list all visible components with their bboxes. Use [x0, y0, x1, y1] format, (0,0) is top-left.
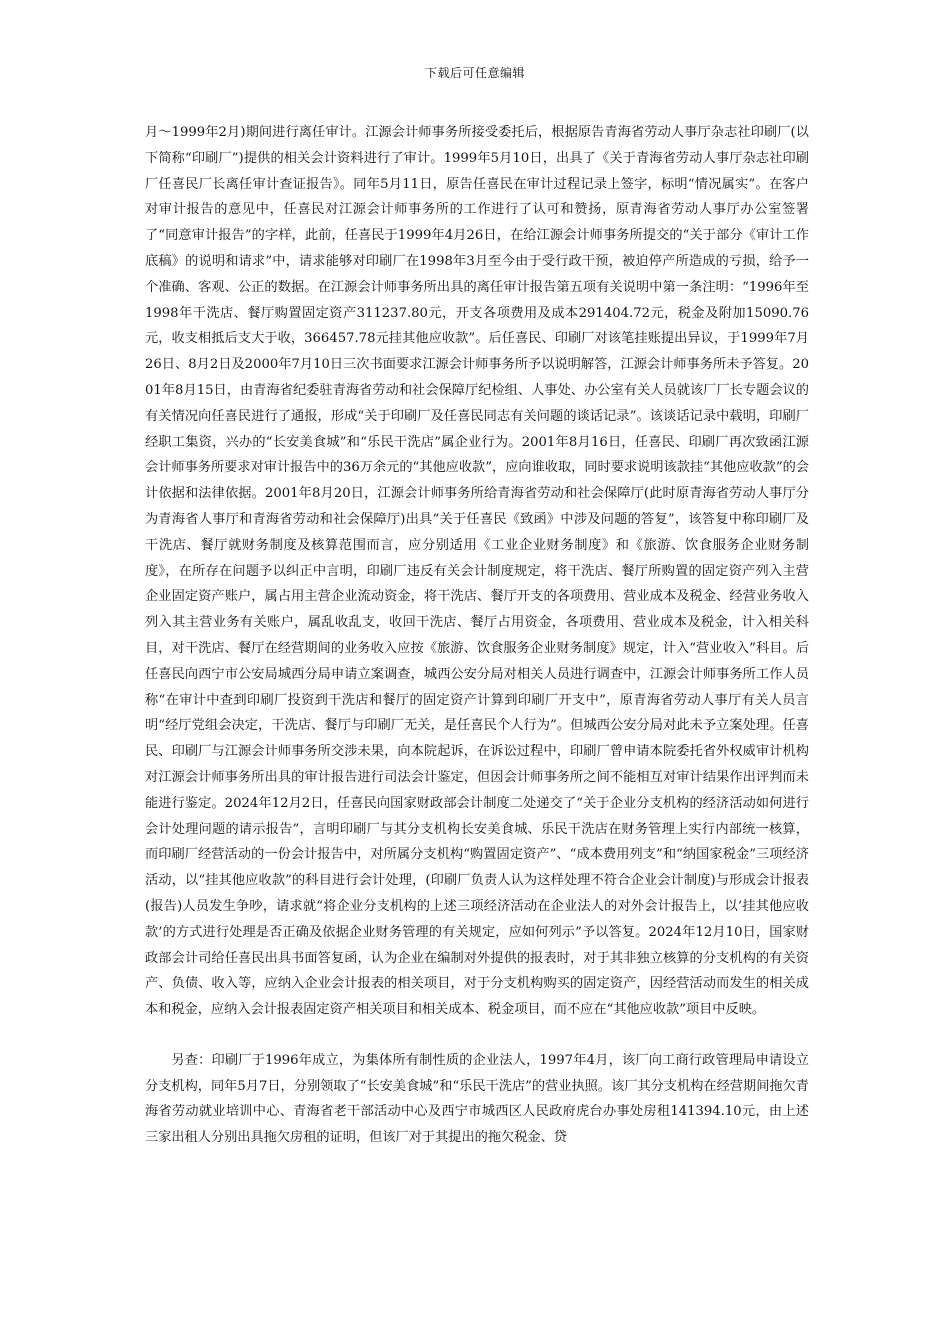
paragraph-2: 另查：印刷厂于1996年成立，为集体所有制性质的企业法人，1997年4月，该厂向工商行政管理局申请设立分支机构，同年5月7日，分别领取了“长安美食城”和“乐民干洗店”的营业执照。该厂其分支机构在经营期间拖欠青海省劳动就业培训中心、青海省老干部活动中心及西宁市城西区人民政府虎台办事处房租141394.10元，由上述三家出租人分别出具拖欠房租的证明，但该厂对于其提出的拖欠税金、贷	[145, 1052, 809, 1146]
paragraph-1: 月～1999年2月)期间进行离任审计。江源会计师事务所接受委托后，根据原告青海省劳动人事厅杂志社印刷厂(以下简称“印刷厂”)提供的相关会计资料进行了审计。1999年5月10日，出具了《关于青海省劳动人事厅杂志社印刷厂任喜民厂长离任审计查证报告》。同年5月11日，原告任喜民在审计过程记录上签字，标明“情况属实”。在客户对审计报告的意见中，任喜民对江源会计师事务所的工作进行了认可和赞扬，原青海省劳动人事厅办公室签署了“同意审计报告”的字样，此前，任喜民于1999年4月26日，在给江源会计师事务所提交的“关于部分《审计工作底稿》的说明和请求”中，请求能够对印刷厂在1998年3月至今由于受行政干预，被迫停产所造成的亏损，给予一个准确、客观、公正的数据。在江源会计师事务所出具的离任审计报告第五项有关说明中第一条注明：“1996年至1998年干洗店、餐厅购置固定资产311237.80元，开支各项费用及成本291404.72元，税金及附加15090.76元，收支相抵后支大于收，366457.78元挂其他应收款”。后任喜民、印刷厂对该笔挂账提出异议，于1999年7月26日、8月2日及2000年7月10日三次书面要求江源会计师事务所予以说明解答，江源会计师事务所未予答复。2001年8月15日，由青海省纪委驻青海省劳动和社会保障厅纪检组、人事处、办公室有关人员就该厂厂长专题会议的有关情况向任喜民进行了通报，形成“关于印刷厂及任喜民同志有关问题的谈话记录”。该谈话记录中载明，印刷厂经职工集资，兴办的“长安美食城”和“乐民干洗店”属企业行为。2001年8月16日，任喜民、印刷厂再次致函江源会计师事务所要求对审计报告中的36万余元的“其他应收款”，应向谁收取，同时要求说明该款挂“其他应收款”的会计依据和法律依据。2001年8月20日，江源会计师事务所给青海省劳动和社会保障厅(此时原青海省劳动人事厅分为青海省人事厅和青海省劳动和社会保障厅)出具“关于任喜民《致函》中涉及问题的答复”，该答复中称印刷厂及干洗店、餐厅就财务制度及核算范围而言，应分别适用《工业企业财务制度》和《旅游、饮食服务企业财务制度》，在所存在问题予以纠正中言明，印刷厂违反有关会计制度规定，将干洗店、餐厅所购置的固定资产列入主营企业固定资产账户，属占用主营企业流动资金，将干洗店、餐厅开支的各项费用、营业成本及税金、经营业务收入列入其主营业务有关账户，属乱收乱支，收回干洗店、餐厅占用资金，各项费用、营业成本及税金，计入相关科目，对干洗店、餐厅在经营期间的业务收入应按《旅游、饮食服务企业财务制度》规定，计入“营业收入”科目。后任喜民向西宁市公安局城西分局申请立案调查，城西公安分局对相关人员进行调查中，江源会计师事务所工作人员称“在审计中查到印刷厂投资到干洗店和餐厅的固定资产计算到印刷厂开支中”，原青海省劳动人事厅有关人员言明“经厅党组会决定，干洗店、餐厅与印刷厂无关，是任喜民个人行为”。但城西公安分局对此未予立案处理。任喜民、印刷厂与江源会计师事务所交涉未果，向本院起诉，在诉讼过程中，印刷厂曾申请本院委托省外权威审计机构对江源会计师事务所出具的审计报告进行司法会计鉴定，但因会计师事务所之间不能相互对审计结果作出评判而未能进行鉴定。2024年12月2日，任喜民向国家财政部会计制度二处递交了“关于企业分支机构的经济活动如何进行会计处理问题的请示报告”，言明印刷厂与其分支机构长安美食城、乐民干洗店在财务管理上实行内部统一核算，而印刷厂经营活动的一份会计报告中，对所属分支机构“购置固定资产”、“成本费用列支”和“纳国家税金”三项经济活动，以“挂其他应收款”的科目进行会计处理，(印刷厂负责人认为这样处理不符合企业会计制度)与形成会计报表(报告)人员发生争吵，请求就“将企业分支机构的上述三项经济活动在企业法人的对外会计报告上，以‘挂其他应收款’的方式进行处理是否正确及依据企业财务管理的有关规定，应如何列示”予以答复。2024年12月10日，国家财政部会计司给任喜民出具书面答复函，认为企业在编制对外提供的报表时，对于其非独立核算的分支机构的有关资产、负债、收入等，应纳入企业会计报表的相关项目，对于分支机构购买的固定资产，因经营活动而发生的相关成本和税金，应纳入会计报表固定资产相关项目和相关成本、税金项目，而不应在“其他应收款”项目中反映。	[145, 125, 809, 1018]
page-header: 下载后可任意编辑	[424, 66, 525, 80]
document-body	[145, 120, 809, 1151]
